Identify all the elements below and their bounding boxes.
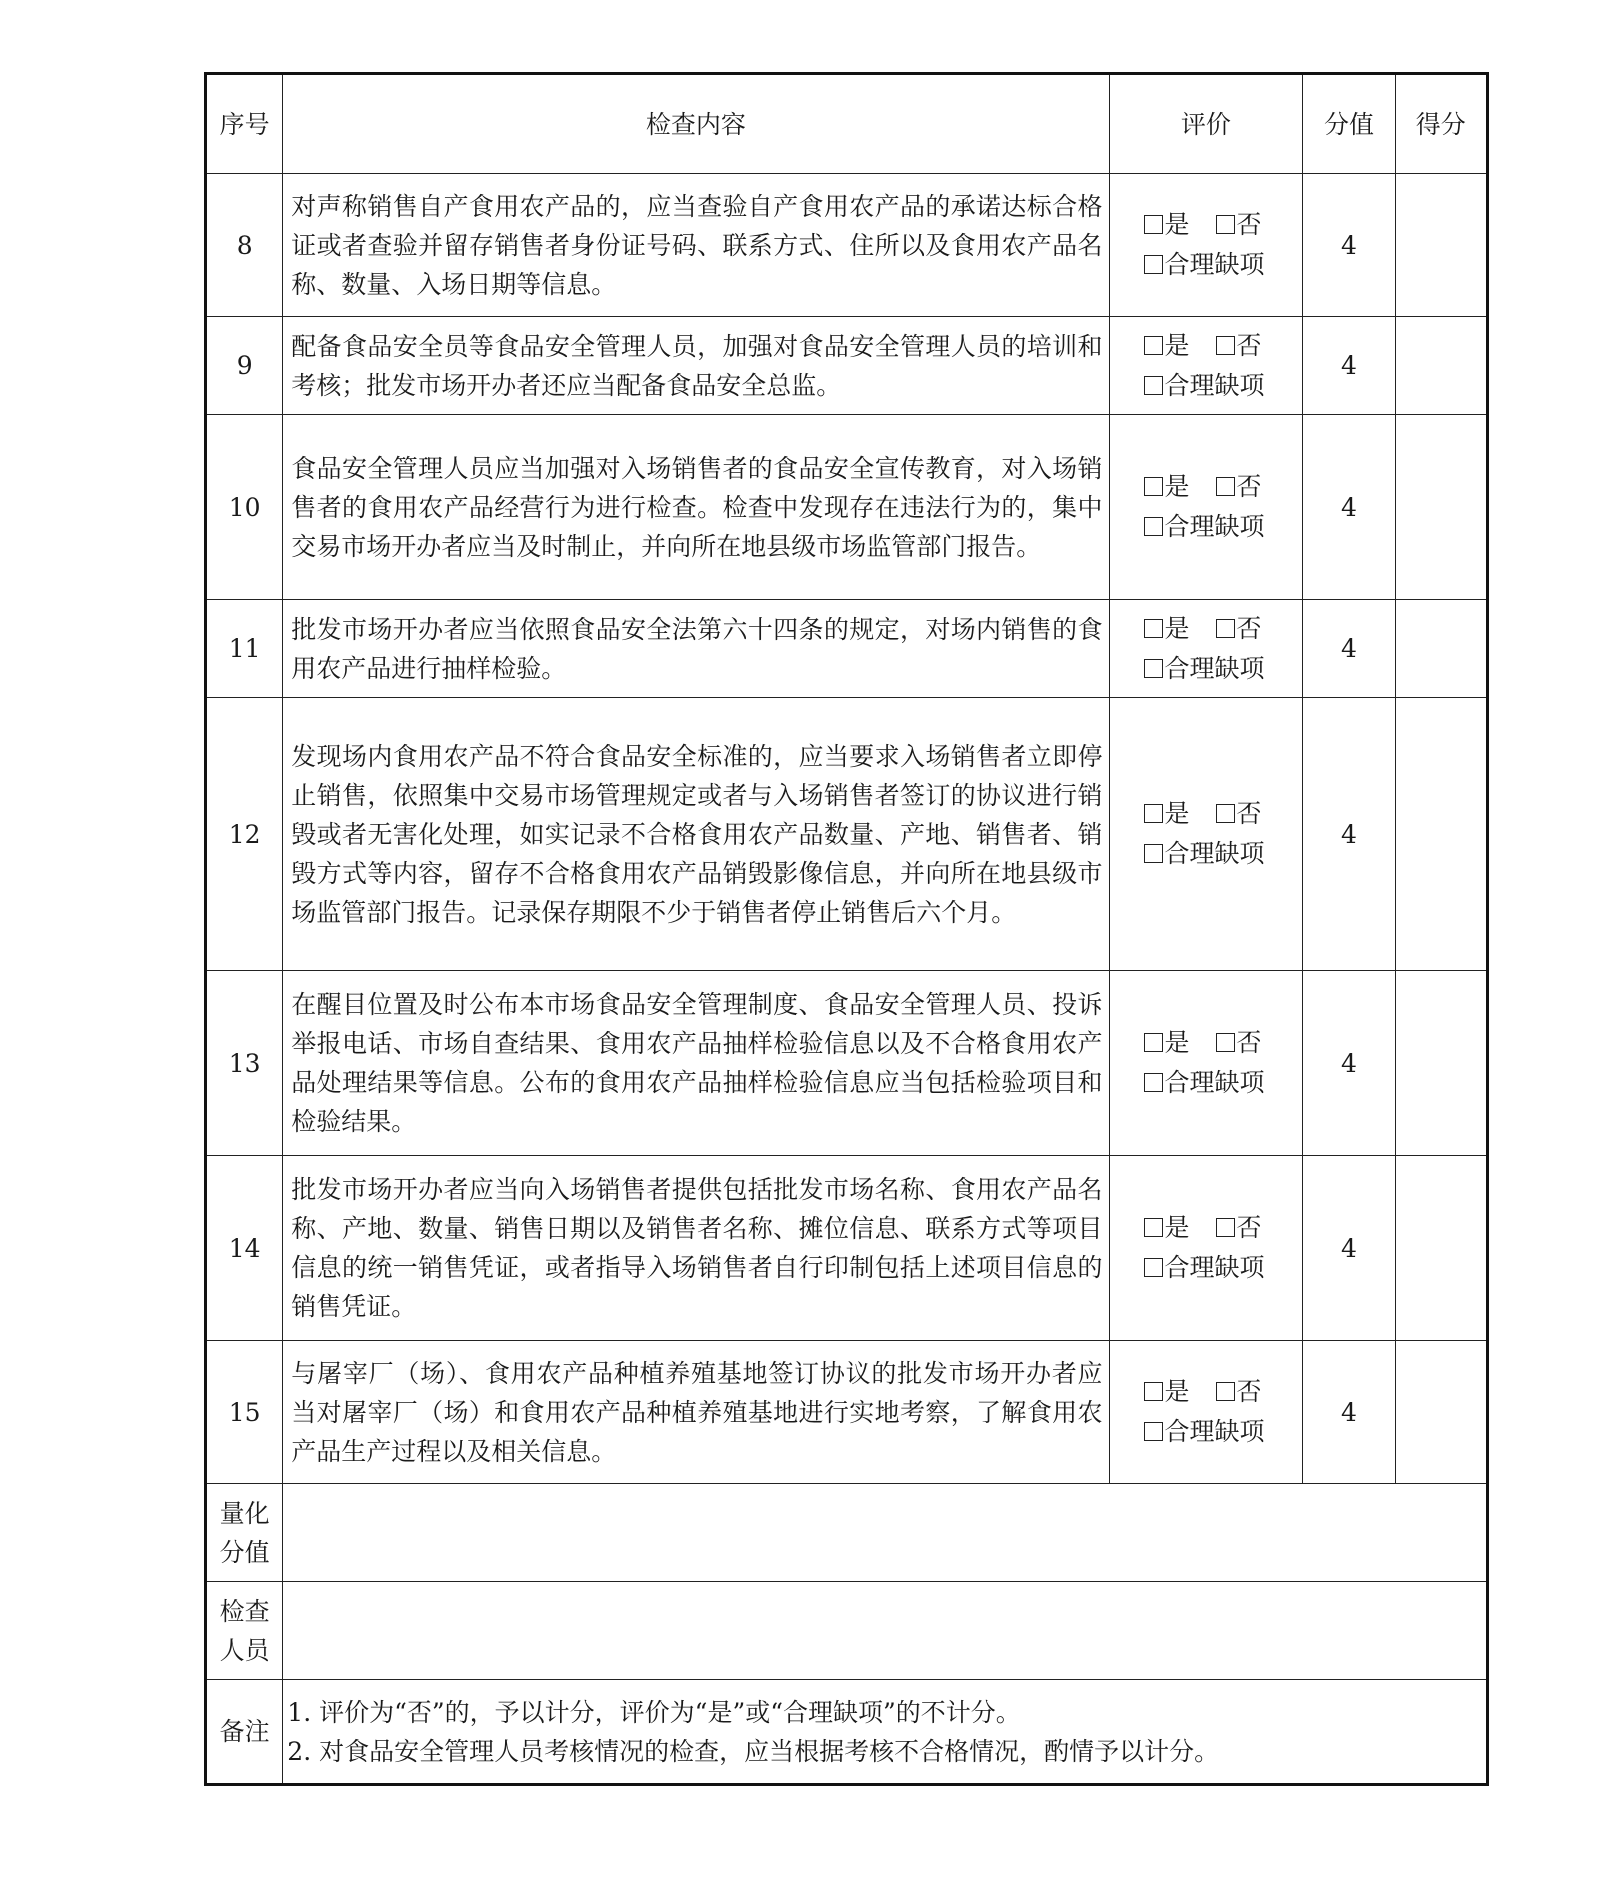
no-option[interactable]	[1216, 1023, 1262, 1062]
score-value: 4	[1303, 1156, 1395, 1341]
evaluation-cell	[1109, 1341, 1303, 1484]
checkbox-icon[interactable]	[1144, 1073, 1163, 1092]
header-row	[206, 74, 1488, 174]
yes-option[interactable]	[1144, 794, 1190, 833]
yes-option[interactable]	[1144, 1023, 1190, 1062]
no-label: 否	[1236, 1213, 1262, 1242]
checkbox-icon[interactable]	[1144, 804, 1163, 823]
score-value: 4	[1303, 317, 1395, 415]
check-content: 在醒目位置及时公布本市场食品安全管理制度、食品安全管理人员、投诉举报电话、市场自查结果、食用农产品抽样检验信息以及不合格食用农产品处理结果等信息。公布的食用农产品抽样检验信息应当包括检验项目和检验结果。	[283, 971, 1109, 1156]
yes-label: 是	[1164, 210, 1190, 239]
no-option[interactable]	[1216, 205, 1262, 244]
reasonable-missing-label: 合理缺项	[1164, 653, 1265, 683]
checkbox-icon[interactable]	[1216, 804, 1235, 823]
reasonable-missing-label: 合理缺项	[1164, 512, 1265, 541]
remark-line: 1. 评价为“否”的，予以计分，评价为“是”或“合理缺项”的不计分。	[287, 1697, 1021, 1727]
header-content: 检查内容	[283, 74, 1109, 174]
remark-line: 2. 对食品安全管理人员考核情况的检查，应当根据考核不合格情况，酌情予以计分。	[287, 1736, 1220, 1766]
checkbox-icon[interactable]	[1144, 1033, 1163, 1052]
table-row	[206, 1156, 1488, 1341]
row-number: 11	[206, 600, 283, 698]
yes-option[interactable]	[1144, 467, 1190, 506]
quantified-score-row	[206, 1484, 1488, 1582]
got-score-cell[interactable]	[1395, 1341, 1487, 1484]
evaluation-cell	[1109, 415, 1303, 600]
score-value: 4	[1303, 971, 1395, 1156]
inspection-table	[204, 72, 1489, 1786]
check-content: 对声称销售自产食用农产品的，应当查验自产食用农产品的承诺达标合格证或者查验并留存销售者身份证号码、联系方式、住所以及食用农产品名称、数量、入场日期等信息。	[283, 174, 1109, 317]
row-number: 8	[206, 174, 283, 317]
quantified-score-label: 量化 分值	[206, 1484, 283, 1582]
reasonable-missing-option[interactable]	[1144, 834, 1265, 873]
checkbox-icon[interactable]	[1144, 659, 1163, 678]
checkbox-icon[interactable]	[1144, 215, 1163, 234]
table-row	[206, 698, 1488, 971]
check-content: 批发市场开办者应当依照食品安全法第六十四条的规定，对场内销售的食用农产品进行抽样检验。	[283, 600, 1109, 698]
checkbox-icon[interactable]	[1144, 517, 1163, 536]
evaluation-cell	[1109, 600, 1303, 698]
header-score: 分值	[1303, 74, 1395, 174]
no-label: 否	[1236, 472, 1262, 501]
got-score-cell[interactable]	[1395, 415, 1487, 600]
table-row	[206, 971, 1488, 1156]
evaluation-cell	[1109, 1156, 1303, 1341]
yes-option[interactable]	[1144, 1372, 1190, 1411]
yes-label: 是	[1164, 613, 1190, 643]
reasonable-missing-option[interactable]	[1144, 366, 1265, 405]
quantified-score-field[interactable]	[283, 1484, 1488, 1582]
row-number: 14	[206, 1156, 283, 1341]
check-content: 与屠宰厂（场）、食用农产品种植养殖基地签订协议的批发市场开办者应当对屠宰厂（场）和食用农产品种植养殖基地进行实地考察，了解食用农产品生产过程以及相关信息。	[283, 1341, 1109, 1484]
evaluation-cell	[1109, 317, 1303, 415]
got-score-cell[interactable]	[1395, 1156, 1487, 1341]
yes-option[interactable]	[1144, 326, 1190, 365]
yes-label: 是	[1164, 799, 1190, 828]
table-row	[206, 317, 1488, 415]
no-label: 否	[1236, 330, 1262, 360]
score-value: 4	[1303, 600, 1395, 698]
yes-label: 是	[1164, 1377, 1190, 1406]
no-option[interactable]	[1216, 1208, 1262, 1247]
check-content: 批发市场开办者应当向入场销售者提供包括批发市场名称、食用农产品名称、产地、数量、销售日期以及销售者名称、摊位信息、联系方式等项目信息的统一销售凭证，或者指导入场销售者自行印制包括上述项目信息的销售凭证。	[283, 1156, 1109, 1341]
check-content: 配备食品安全员等食品安全管理人员，加强对食品安全管理人员的培训和考核；批发市场开办者还应当配备食品安全总监。	[283, 317, 1109, 415]
score-value: 4	[1303, 698, 1395, 971]
reasonable-missing-option[interactable]	[1144, 245, 1265, 284]
no-label: 否	[1236, 210, 1262, 239]
checkbox-icon[interactable]	[1144, 1382, 1163, 1401]
checkbox-icon[interactable]	[1144, 376, 1163, 395]
yes-option[interactable]	[1144, 205, 1190, 244]
no-option[interactable]	[1216, 794, 1262, 833]
got-score-cell[interactable]	[1395, 698, 1487, 971]
checkbox-icon[interactable]	[1216, 1218, 1235, 1237]
yes-label: 是	[1164, 472, 1190, 501]
yes-option[interactable]	[1144, 609, 1190, 648]
header-no: 序号	[206, 74, 283, 174]
no-label: 否	[1236, 799, 1262, 828]
reasonable-missing-option[interactable]	[1144, 1412, 1265, 1451]
evaluation-cell	[1109, 698, 1303, 971]
score-value: 4	[1303, 1341, 1395, 1484]
checkbox-icon[interactable]	[1144, 477, 1163, 496]
row-number: 10	[206, 415, 283, 600]
got-score-cell[interactable]	[1395, 174, 1487, 317]
header-got: 得分	[1395, 74, 1487, 174]
yes-label: 是	[1164, 1028, 1190, 1057]
inspector-field[interactable]	[283, 1582, 1488, 1680]
check-content: 食品安全管理人员应当加强对入场销售者的食品安全宣传教育，对入场销售者的食用农产品经营行为进行检查。检查中发现存在违法行为的，集中交易市场开办者应当及时制止，并向所在地县级市场监管部门报告。	[283, 415, 1109, 600]
row-number: 15	[206, 1341, 283, 1484]
yes-label: 是	[1164, 1213, 1190, 1242]
no-label: 否	[1236, 1377, 1262, 1406]
reasonable-missing-label: 合理缺项	[1164, 1253, 1265, 1282]
evaluation-cell	[1109, 174, 1303, 317]
no-option[interactable]	[1216, 609, 1262, 648]
no-option[interactable]	[1216, 326, 1262, 365]
score-value: 4	[1303, 415, 1395, 600]
checkbox-icon[interactable]	[1216, 477, 1235, 496]
row-number: 12	[206, 698, 283, 971]
checkbox-icon[interactable]	[1216, 215, 1235, 234]
checkbox-icon[interactable]	[1216, 1382, 1235, 1401]
no-option[interactable]	[1216, 1372, 1262, 1411]
got-score-cell[interactable]	[1395, 971, 1487, 1156]
checkbox-icon[interactable]	[1144, 336, 1163, 355]
checkbox-icon[interactable]	[1144, 1258, 1163, 1277]
inspector-row	[206, 1582, 1488, 1680]
reasonable-missing-option[interactable]	[1144, 507, 1265, 546]
checkbox-icon[interactable]	[1144, 255, 1163, 274]
no-label: 否	[1236, 613, 1262, 643]
checkbox-icon[interactable]	[1144, 1422, 1163, 1441]
score-value: 4	[1303, 174, 1395, 317]
reasonable-missing-label: 合理缺项	[1164, 370, 1265, 400]
reasonable-missing-option[interactable]	[1144, 1063, 1265, 1102]
reasonable-missing-label: 合理缺项	[1164, 250, 1265, 279]
yes-option[interactable]	[1144, 1208, 1190, 1247]
check-content: 发现场内食用农产品不符合食品安全标准的，应当要求入场销售者立即停止销售，依照集中交易市场管理规定或者与入场销售者签订的协议进行销毁或者无害化处理，如实记录不合格食用农产品数量、产地、销售者、销毁方式等内容，留存不合格食用农产品销毁影像信息，并向所在地县级市场监管部门报告。记录保存期限不少于销售者停止销售后六个月。	[283, 698, 1109, 971]
yes-label: 是	[1164, 330, 1190, 360]
checkbox-icon[interactable]	[1216, 1033, 1235, 1052]
checkbox-icon[interactable]	[1216, 336, 1235, 355]
no-option[interactable]	[1216, 467, 1262, 506]
header-evaluation: 评价	[1109, 74, 1303, 174]
inspector-label: 检查 人员	[206, 1582, 283, 1680]
got-score-cell[interactable]	[1395, 600, 1487, 698]
checkbox-icon[interactable]	[1216, 619, 1235, 638]
remarks-row	[206, 1680, 1488, 1785]
reasonable-missing-option[interactable]	[1144, 1248, 1265, 1287]
remarks-label: 备注	[206, 1680, 283, 1785]
row-number: 13	[206, 971, 283, 1156]
table-row	[206, 174, 1488, 317]
table-row	[206, 415, 1488, 600]
reasonable-missing-label: 合理缺项	[1164, 839, 1265, 868]
checkbox-icon[interactable]	[1144, 1218, 1163, 1237]
remarks-text	[283, 1680, 1488, 1785]
reasonable-missing-option[interactable]	[1144, 649, 1265, 688]
reasonable-missing-label: 合理缺项	[1164, 1068, 1265, 1097]
table-row	[206, 1341, 1488, 1484]
got-score-cell[interactable]	[1395, 317, 1487, 415]
checkbox-icon[interactable]	[1144, 619, 1163, 638]
no-label: 否	[1236, 1028, 1262, 1057]
table-row	[206, 600, 1488, 698]
row-number: 9	[206, 317, 283, 415]
reasonable-missing-label: 合理缺项	[1164, 1417, 1265, 1446]
evaluation-cell	[1109, 971, 1303, 1156]
checkbox-icon[interactable]	[1144, 844, 1163, 863]
